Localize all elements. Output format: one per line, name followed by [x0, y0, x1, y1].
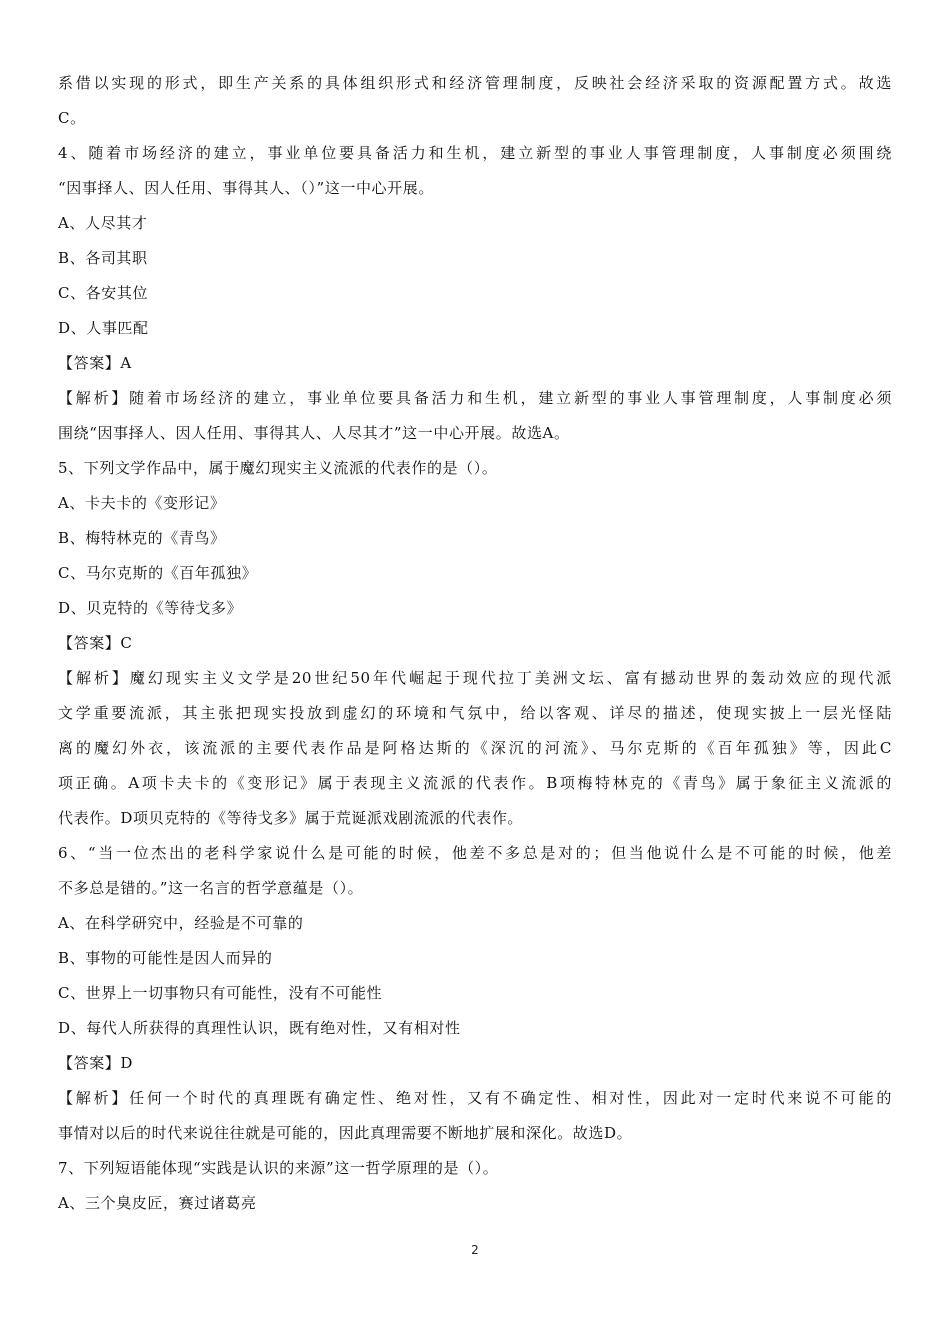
- question-6-stem: 不多总是错的。”这一名言的哲学意蕴是（）。: [58, 879, 364, 897]
- question-6-option-a: A、在科学研究中，经验是不可靠的: [58, 914, 304, 932]
- question-6-stem: 6、“当一位杰出的老科学家说什么是可能的时候，他差不多总是对的；但当他说什么是不可能的时候，他差: [58, 844, 892, 862]
- question-5-answer: 【答案】C: [58, 634, 133, 652]
- question-4-answer: 【答案】A: [58, 354, 132, 372]
- question-5-analysis: 离的魔幻外衣，该流派的主要代表作品是阿格达斯的《深沉的河流》、马尔克斯的《百年孤独》等，因此C: [58, 739, 892, 757]
- text-line: 系借以实现的形式，即生产关系的具体组织形式和经济管理制度，反映社会经济采取的资源配置方式。故选: [58, 74, 892, 92]
- question-5-option-a: A、卡夫卡的《变形记》: [58, 494, 226, 512]
- question-4-stem: 4、随着市场经济的建立，事业单位要具备活力和生机，建立新型的事业人事管理制度，人事制度必须围绕: [58, 144, 892, 162]
- question-4-option-c: C、各安其位: [58, 284, 149, 302]
- page-number: 2: [471, 1243, 479, 1257]
- question-5-option-c: C、马尔克斯的《百年孤独》: [58, 564, 258, 582]
- question-5-option-b: B、梅特林克的《青鸟》: [58, 529, 226, 547]
- question-7-stem: 7、下列短语能体现“实践是认识的来源”这一哲学原理的是（）。: [58, 1159, 499, 1177]
- question-6-analysis: 【解析】任何一个时代的真理既有确定性、绝对性，又有不确定性、相对性，因此对一定时代来说不可能的: [58, 1089, 892, 1107]
- question-4-option-d: D、人事匹配: [58, 319, 149, 337]
- question-4-stem: “因事择人、因人任用、事得其人、（）”这一中心开展。: [58, 179, 434, 197]
- question-4-option-b: B、各司其职: [58, 249, 148, 267]
- question-7-option-a: A、三个臭皮匠，赛过诸葛亮: [58, 1194, 257, 1212]
- question-6-option-c: C、世界上一切事物只有可能性，没有不可能性: [58, 984, 383, 1002]
- question-4-analysis: 【解析】随着市场经济的建立，事业单位要具备活力和生机，建立新型的事业人事管理制度，人事制度必须: [58, 389, 892, 407]
- question-5-analysis: 项正确。A项卡夫卡的《变形记》属于表现主义流派的代表作。B项梅特林克的《青鸟》属于象征主义流派的: [58, 774, 892, 792]
- text-line: C。: [58, 109, 86, 127]
- question-6-answer: 【答案】D: [58, 1054, 134, 1072]
- question-6-analysis: 事情对以后的时代来说往往就是可能的，因此真理需要不断地扩展和深化。故选D。: [58, 1124, 633, 1142]
- question-4-analysis: 围绕“因事择人、因人任用、事得其人、人尽其才”这一中心开展。故选A。: [58, 424, 570, 442]
- page-content: [58, 66, 892, 1221]
- question-5-analysis: 文学重要流派，其主张把现实投放到虚幻的环境和气氛中，给以客观、详尽的描述，使现实披上一层光怪陆: [58, 704, 892, 722]
- question-4-option-a: A、人尽其才: [58, 214, 148, 232]
- question-5-analysis: 代表作。D项贝克特的《等待戈多》属于荒诞派戏剧流派的代表作。: [58, 809, 524, 827]
- question-5-option-d: D、贝克特的《等待戈多》: [58, 599, 243, 617]
- question-5-analysis: 【解析】魔幻现实主义文学是20世纪50年代崛起于现代拉丁美洲文坛、富有撼动世界的轰动效应的现代派: [58, 669, 892, 687]
- question-5-stem: 5、下列文学作品中，属于魔幻现实主义流派的代表作的是（）。: [58, 459, 498, 477]
- question-6-option-d: D、每代人所获得的真理性认识，既有绝对性，又有相对性: [58, 1019, 461, 1037]
- question-6-option-b: B、事物的可能性是因人而异的: [58, 949, 273, 967]
